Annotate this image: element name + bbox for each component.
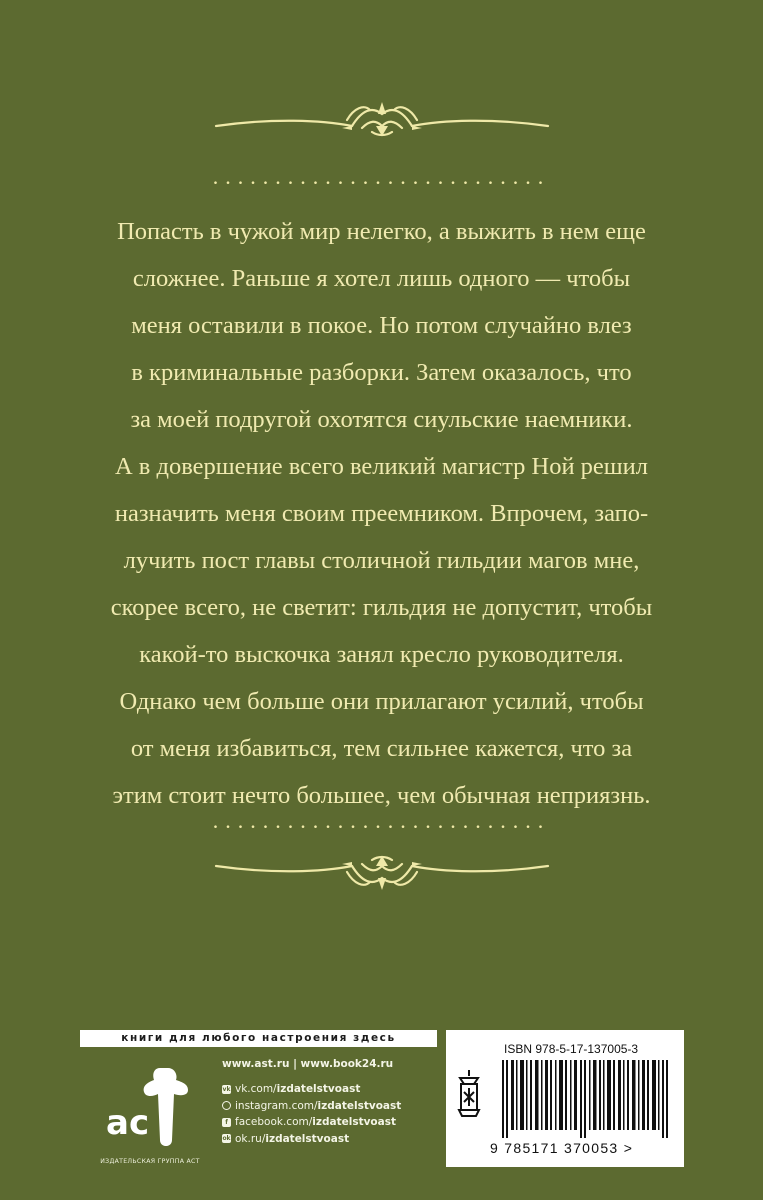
lantern-icon — [454, 1068, 484, 1122]
social-handle: izdatelstvoast — [317, 1099, 402, 1112]
top-ornament — [0, 96, 763, 142]
blurb-line: за моей подругой охотятся сиульские наемники. — [130, 406, 633, 433]
barcode-bars — [502, 1060, 674, 1138]
links-block — [222, 1058, 437, 1147]
publisher-caption: ИЗДАТЕЛЬСКАЯ ГРУППА АСТ — [100, 1158, 200, 1165]
blurb-line: сложнее. Раньше я хотел лишь одного — чтобы — [132, 265, 631, 292]
blurb-line: А в довершение всего великий магистр Ной решил — [114, 453, 649, 480]
social-prefix: ok.ru/ — [235, 1132, 266, 1145]
blurb-line: Однако чем больше они прилагают усилий, чтобы — [119, 688, 644, 715]
instagram-icon — [222, 1101, 231, 1110]
flourish-icon — [212, 850, 552, 896]
blurb-line: скорее всего, не светит: гильдия не допустит, чтобы — [110, 594, 653, 621]
blurb-line: от меня избавиться, тем сильнее кажется, что за — [130, 735, 633, 762]
social-prefix: vk.com/ — [235, 1083, 277, 1096]
tagline-band: книги для любого настроения здесь — [80, 1030, 437, 1047]
blurb-line: меня оставили в покое. Но потом случайно влез — [131, 312, 632, 339]
social-prefix: facebook.com/ — [235, 1116, 313, 1129]
ast-logo — [88, 1060, 210, 1160]
barcode-digits: 9 785171 370053 > — [490, 1140, 634, 1156]
vk-icon: vk — [222, 1085, 231, 1093]
blurb-line: какой-то выскочка занял кресло руководителя. — [139, 641, 624, 668]
bottom-ornament — [0, 850, 763, 896]
blurb-line: этим стоит нечто большее, чем обычная неприязнь. — [112, 782, 651, 809]
social-link-vk[interactable] — [222, 1081, 437, 1098]
social-link-instagram[interactable] — [222, 1098, 437, 1115]
barcode-box — [446, 1030, 684, 1167]
social-prefix: instagram.com/ — [235, 1099, 318, 1112]
logo-text: ac — [106, 1103, 150, 1143]
social-handle: izdatelstvoast — [312, 1116, 396, 1129]
ast-logo-icon — [88, 1060, 210, 1160]
blurb-line: назначить меня своим преемником. Впрочем, запо- — [114, 500, 649, 527]
social-link-odnoklassniki[interactable] — [222, 1131, 437, 1148]
social-handle: izdatelstvoast — [276, 1083, 361, 1096]
flourish-icon — [212, 96, 552, 142]
social-link-facebook[interactable] — [222, 1114, 437, 1131]
blurb-text — [60, 208, 703, 819]
blurb-line: Попасть в чужой мир нелегко, а выжить в нем еще — [117, 218, 646, 245]
isbn-text: ISBN 978-5-17-137005-3 — [504, 1042, 639, 1056]
odnoklassniki-icon: ok — [222, 1135, 231, 1143]
facebook-icon: f — [222, 1118, 231, 1127]
blurb-line: в криминальные разборки. Затем оказалось, что — [131, 359, 632, 386]
websites-link[interactable]: www.ast.ru | www.book24.ru — [222, 1058, 394, 1070]
dotted-divider-top: ........................... — [212, 164, 551, 189]
blurb-line: лучить пост главы столичной гильдии магов мне, — [123, 547, 640, 574]
dotted-divider-bottom: ........................... — [212, 808, 551, 833]
social-handle: izdatelstvoast — [265, 1132, 350, 1145]
